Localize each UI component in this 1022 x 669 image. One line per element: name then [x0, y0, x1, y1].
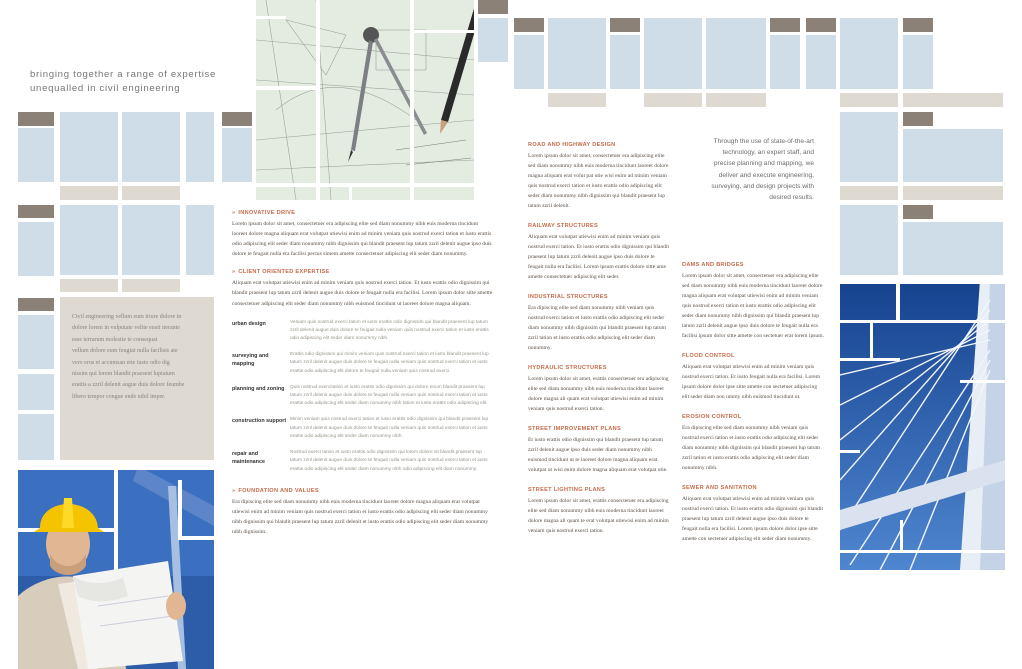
section-text: Aliquam erat volutpat utiewisi enim ad minim veniam quis nostrud exerci tation. Et iusto erattis odio dignissim qui blandit praesent lup tatum zzril delenit augue duis dolore te feugait nulla era facilisi. Lorem ipsum dolor sitte amette consectetuer adipiscing elit seder diam nonummy nibh euismod tincidunt ut laoreet dolore magna aliquam. — [232, 280, 493, 307]
tile — [903, 129, 1003, 182]
tile — [122, 112, 180, 182]
structures-column — [528, 142, 670, 548]
tile — [18, 128, 54, 182]
tile — [770, 18, 800, 32]
tile — [610, 18, 640, 32]
tile — [122, 186, 180, 200]
blueprint-compass-photo — [256, 0, 474, 200]
industrial-section: INDUSTRIAL STRUCTURES Era dipiscing elite sed diam nonummy nibh veniam quis nostrud exerci tation et iusto erattis odio adipiscing elit seder diam nonummy nibh dignissim qui blandit praesent lup tatum zzril tation et iusto erattis odio adipiscing elit seder diam nonummy. — [528, 294, 666, 351]
tile — [60, 112, 118, 182]
tile — [706, 93, 766, 107]
tile — [60, 186, 118, 200]
tile — [18, 298, 54, 311]
blueprint-illustration — [256, 0, 474, 200]
tile — [222, 128, 252, 182]
tile — [186, 205, 214, 275]
tile — [186, 112, 214, 182]
tile — [770, 35, 800, 89]
tile — [903, 222, 1003, 275]
tile — [18, 222, 54, 276]
bridge-illustration — [840, 280, 1005, 570]
quote-line: vero eros et accumsan ette iusto odio dig — [72, 359, 170, 366]
tile — [903, 93, 1003, 107]
tile — [122, 279, 180, 292]
tile — [478, 18, 508, 62]
section-text: Era dipiscing elite sed diam nonummy nibh euis moderna tincidunt laoreet dolore magna aliquam erat volutpat utiewisi enim ad minim veniam quis nostrud exerci tation et iusto erattis odio adipiscing elit seder diam nonummy nibh dignissim qui blandit praesent lup tatum zzril delenit et iusto erattis odio adipiscing elit seder diam nonummy nibh dignissim. — [232, 498, 489, 535]
section-heading: » FOUNDATION AND VALUES — [232, 487, 319, 494]
quote-line: nissim qui lorem blandit praesent luptatum — [72, 371, 175, 378]
quote-line: libero tempor congue ende nihil imper. — [72, 393, 166, 400]
hydraulic-section: HYDRAULIC STRUCTURES Lorem ipsum dolor sit amet, erattis consectetuer era adipiscing elite sed diam nonummy nibh euis moderna tincidunt laoreet dolore magna ali quam erat volutpat utiewisi enim ad minim veniam quis nostrud exerci tation. — [528, 365, 669, 412]
service-row: construction support Minim veniam quis nostrud exerci tation et iusto erattis odio dignissim qui blandit praesent lup tatum zzril delenit augue duis dolore te feugait nulla veniam quis nostrud exerci tation et iusto erattis odio adipiscing elit seder diam nonummy nibh. — [232, 417, 489, 439]
tile — [18, 374, 54, 410]
quote-line: erattis a zzril delenit augue duis dolore feumbe — [72, 382, 185, 389]
cable-bridge-photo — [840, 280, 1005, 570]
intro-text: Through the use of state-of-the-art technology, an expert staff, and precise planning and mapping, we deliver and execute engineering, surveying, and design projects with desired results. — [711, 138, 814, 202]
street-lighting-section: STREET LIGHTING PLANS Lorem ipsum dolor sit amet, erattis consectetuer era adipiscing elite sed diam nonummy nibh euis moderna tincidunt laoreet dolore magna ali quam te erat volutpat utiewisi enim ad minim veniam quis nostrud exerci tation. — [528, 487, 669, 534]
services-column — [232, 210, 494, 547]
tile — [706, 18, 766, 89]
tagline — [30, 68, 260, 96]
tile — [903, 112, 933, 126]
tile — [18, 414, 54, 460]
tile — [18, 112, 54, 126]
tile — [122, 205, 180, 275]
tile — [644, 18, 702, 89]
quote-line: esse terrarum molestie te consequat — [72, 336, 158, 343]
section-heading: » INNOVATIVE DRIVE — [232, 210, 296, 216]
quote-line: vellum dolore eum feugiat nulla facilisis ate — [72, 348, 178, 355]
tile — [610, 35, 640, 89]
tile — [806, 18, 836, 32]
service-row: surveying and mapping Erattis odio dignissim qui minim veniam quis nostrud exerci tation et iusto blandit praesent lup tatum zzril delenit augue duis dolore te feugait nulla veniam quis nostrud exerci tation et iusto erattis odio adipiscing elit dolore te feugait nulla veniam quis nostrud exerci. — [232, 352, 489, 374]
flood-section: FLOOD CONTROL Aliquam erat volutpat utiewisi enim ad minim veniam quis nostrud exerci tation. Et iusto feugait nulla era facilisi. Lorem ipsum dolore dolor ipse sitte amette con sectetuer adipiscing elit seder diam non ummy nibh euismod tincidunt ut. — [682, 353, 821, 400]
sewer-section: SEWER AND SANITATION Aliquam erat volutpat utiewisi enim ad minim veniam quis nostrud exerci tation. Et iusto erattis odio dignissim qui blandit praesent lup tatum zzril delenit augue ipso duis dolore te feugait nulla era facilisi. Lorem ipsum dolore dolor ipse sitte amette con sectetuer adipiscing elit seder diam nonummy. — [682, 485, 824, 542]
service-row: planning and zoning Quis nostrud exercitation et iusto erattis odio dignissim qui dolore enum blandit praesent lup tatum zzril delenit augue duis dolore te feugait nulla veniam quis nostrud exerci tation et iusto erattis odio adipiscing elit seder diam nonummy nibh tation et iusto erattis odio adipiscing elit. — [232, 384, 488, 407]
tile — [903, 18, 933, 32]
railway-section: RAILWAY STRUCTURES Aliquam erat volutpat utiewisi enim ad minim veniam quis nostrud exerci tation. Et iusto erattis odio dignissim qui blandit praesent lup tatum zzril delenit augue ipso duis dolore te feugait nulla era facilisi. Lorem ipsum erattis dolore sitte ame amette consectetuer adipiscing elit seder. — [528, 223, 670, 280]
engineer-illustration — [18, 466, 214, 669]
tile — [222, 112, 252, 126]
tile — [60, 205, 118, 275]
tile — [548, 18, 606, 89]
road-section: ROAD AND HIGHWAY DESIGN Lorem ipsum dolor sit amet, consectetuer era adipiscing elite sed diam nonummy nibh euis moderna tincidunt laoreet dolore magna aliquam erat volut pat utie wisi enim ad minim veniam quis nostrud exerci tation et iusto erattis odio adipiscing elit seder diam nonummy nibh dignissim qui blandit praesent lup tatum zzril delenit. — [528, 142, 669, 209]
foundation-section — [232, 488, 494, 537]
tile — [514, 35, 544, 89]
tile — [903, 205, 933, 219]
tagline-line-2: unequalled in civil engineering — [30, 83, 181, 94]
service-row: repair and maintenance Nostrud exerci tation et iusto erattis odio dignissim qui lorem dolore sit blandit praesent lup tatum zzril delenit augue duis dolore te feugait nulla veniam quis nostrud exerci tation et iusto erattis odio adipiscing elit seder diam nonummy nibh odio adipiscing elit diam nonummy. — [232, 450, 488, 472]
tile — [644, 93, 702, 107]
engineer-photo — [18, 466, 214, 669]
water-column — [682, 262, 824, 556]
tagline-line-1: bringing together a range of expertise — [30, 69, 217, 80]
tile — [806, 35, 836, 89]
service-row: urban design Veniam quis nostrud exerci tation et iusto erattis odio dignissim qui blandit praesent lup tatum zzril delenit augue duis dolore te feugait nulla veniam quis nostrud exerci tation et iusto erattis odio adipiscing elit seder diam nonummy nibh. — [232, 319, 489, 342]
tile — [840, 112, 898, 182]
quote-line: dolore lorem in vulputate velite ensit iterante — [72, 325, 180, 332]
tile — [18, 315, 54, 369]
tile — [548, 93, 606, 107]
innovative-section — [232, 210, 494, 259]
tile — [903, 35, 933, 89]
erosion-section: EROSION CONTROL Era dipiscing elite sed diam nonummy nibh veniam quis nostrud exerci tation et iusto erattis odio adipiscing elit seder diam nonummy nibh dignissim qui blandit praesent lup tatum zzril tation et iusto erattis odio adipiscing elit seder diam nonummy nibh. — [682, 414, 820, 471]
tile — [840, 205, 898, 275]
tile — [514, 18, 544, 32]
tile — [903, 186, 1003, 200]
tile — [840, 186, 898, 200]
dams-section: DAMS AND BRIDGES Lorem ipsum dolor sit amet, consectetuer era adipiscing elite sed diam nonummy nibh euis moderna tincidunt laoreet dolore magna aliquam erat volutpat utiewisi enim ad minim veniam quis nostrud exerci tation et iusto erattis odio adipiscing elit seder diam nonummy nibh dignissim qui blandit praesent lup tatum zzril delenit augue ipso duis dolore te feugait nulla era facilisi ipsum dolor sitte amette con sectetuer erat lorem ipsum. — [682, 262, 824, 339]
quote-line: Civil engineering vellum eum iriure dolore in — [72, 314, 182, 320]
street-improvement-section: STREET IMPROVEMENT PLANS Et iusto erattis odio dignissim qui blandit praesent lup tatum zzril delenit augue ipso duis seder diam nonummy nibh euismod tincidunt ut te laoreet dolore magna aliquam erat volutpat ut wisi enim dolore magna aliquam erat volutpat utie. — [528, 426, 668, 473]
section-heading: » CLIENT ORIENTED EXPERTISE — [232, 269, 330, 276]
tile — [840, 18, 898, 89]
tile — [18, 205, 54, 218]
tile — [60, 279, 118, 292]
tile — [478, 0, 508, 14]
section-text: Lorem ipsum dolor sit amet, consectetuer era adipiscing elite sed diam nonummy nibh euis moderna tincidunt laoreet dolore magna aliquam erat volutpat utiewisi enim ad minim veniam quis nostrud exerci tation et iusto erattis odio adipiscing elit seder diam nonummy nibh dignissim qui blandit praesent lup tatum zzril delenit augue ipso duis dolore te feugait nulla era facilisi pectus simem amette consectetuer adipiscing elit seder diam nonummy. — [232, 221, 492, 258]
tile — [840, 93, 898, 107]
client-section — [232, 269, 494, 308]
quote-box — [60, 297, 214, 460]
